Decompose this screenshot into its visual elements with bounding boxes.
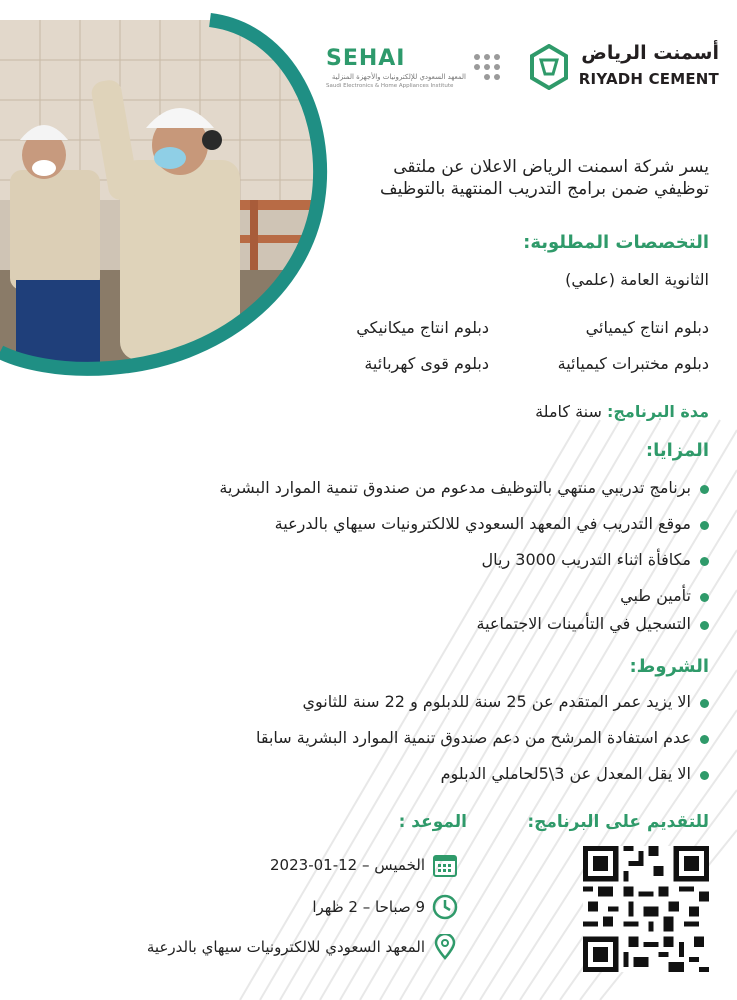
advantage-text: برنامج تدريبي منتهي بالتوظيف مدعوم من صندوق تنمية الموارد البشرية bbox=[219, 478, 691, 497]
condition-text: عدم استفادة المرشح من دعم صندوق تنمية الموارد البشرية سابقا bbox=[256, 728, 691, 747]
riyadh-cement-english-name: RIYADH CEMENT bbox=[578, 70, 719, 88]
list-item bbox=[256, 728, 709, 747]
riyadh-cement-logo bbox=[529, 40, 719, 96]
location-pin-icon bbox=[432, 934, 458, 960]
appointment-date: الخميس – 12-01-2023 bbox=[270, 856, 425, 874]
bullet-dot-icon bbox=[700, 621, 709, 630]
list-item bbox=[303, 692, 709, 711]
sehai-dots-icon bbox=[472, 52, 502, 82]
apply-heading: للتقديم على البرنامج: bbox=[527, 812, 709, 832]
intro-line-1: يسر شركة اسمنت الرياض الاعلان عن ملتقى bbox=[393, 157, 709, 177]
specialization-item: دبلوم مختبرات كيميائية bbox=[557, 354, 709, 373]
specialization-item: دبلوم انتاج ميكانيكي bbox=[356, 318, 489, 337]
sehai-logo bbox=[326, 46, 506, 92]
duration-label: مدة البرنامج: bbox=[607, 402, 709, 421]
bullet-dot-icon bbox=[700, 557, 709, 566]
advantage-text: التسجيل في التأمينات الاجتماعية bbox=[476, 614, 691, 633]
advantages-heading: المزايا: bbox=[645, 440, 709, 461]
specialization-item: دبلوم انتاج كيميائي bbox=[585, 318, 709, 337]
list-item bbox=[219, 478, 709, 497]
bullet-dot-icon bbox=[700, 735, 709, 744]
riyadh-cement-mark-icon bbox=[529, 44, 569, 90]
duration-value: سنة كاملة bbox=[535, 402, 602, 421]
calendar-icon bbox=[432, 852, 458, 878]
bullet-dot-icon bbox=[700, 593, 709, 602]
workers-photo bbox=[0, 0, 340, 392]
bullet-dot-icon bbox=[700, 771, 709, 780]
intro-text bbox=[329, 156, 709, 200]
bullet-dot-icon bbox=[700, 521, 709, 530]
appointment-heading: الموعد : bbox=[398, 812, 467, 832]
condition-text: الا يقل المعدل عن 3\5لحاملي الدبلوم bbox=[440, 764, 691, 783]
list-item bbox=[477, 614, 710, 633]
advantage-text: مكافأة اثناء التدريب 3000 ريال bbox=[481, 550, 691, 569]
riyadh-cement-arabic-name: أسمنت الرياض bbox=[581, 42, 719, 64]
clock-icon bbox=[432, 894, 458, 920]
appointment-location: المعهد السعودي للالكترونيات سيهاي بالدرعية bbox=[146, 938, 425, 956]
advantage-text: تأمين طبي bbox=[620, 586, 691, 605]
appointment-time: 9 صباحا – 2 ظهرا bbox=[312, 898, 425, 916]
bullet-dot-icon bbox=[700, 699, 709, 708]
qr-code-icon[interactable] bbox=[583, 846, 709, 972]
list-item bbox=[275, 514, 709, 533]
specialization-item: دبلوم قوى كهربائية bbox=[364, 354, 489, 373]
bullet-dot-icon bbox=[700, 485, 709, 494]
condition-text: الا يزيد عمر المتقدم عن 25 سنة للدبلوم و 22 سنة للثانوي bbox=[302, 692, 691, 711]
advantage-text: موقع التدريب في المعهد السعودي للالكترونيات سيهاي بالدرعية bbox=[274, 514, 691, 533]
sehai-english-subtitle: Saudi Electronics & Home Appliances Institute bbox=[326, 83, 454, 89]
sehai-wordmark: SEHAI bbox=[326, 46, 406, 71]
intro-line-2: توظيفي ضمن برامج التدريب المنتهية بالتوظيف bbox=[379, 179, 709, 199]
sehai-arabic-subtitle: المعهد السعودي للإلكترونيات والأجهزة المنزلية bbox=[331, 73, 466, 81]
specialization-high-school: الثانوية العامة (علمي) bbox=[565, 270, 709, 289]
list-item bbox=[620, 586, 709, 605]
conditions-heading: الشروط: bbox=[629, 656, 709, 677]
list-item bbox=[441, 764, 709, 783]
specializations-heading: التخصصات المطلوبة: bbox=[523, 232, 709, 253]
program-duration bbox=[535, 402, 709, 421]
list-item bbox=[482, 550, 710, 569]
